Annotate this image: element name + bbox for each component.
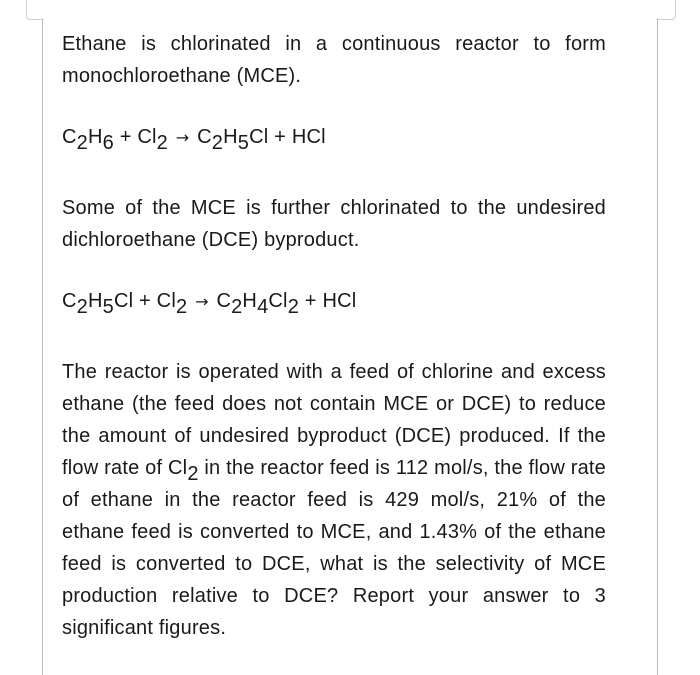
intro-paragraph: Ethane is chlorinated in a continuous reactor to form monochloroethane (MCE). xyxy=(62,33,606,87)
question-paragraph: The reactor is operated with a feed of chlorine and excess ethane (the feed does not contain MCE or DCE) to reduce the amount of undesired byproduct (DCE) produced. If the flow rate of $Cl_2$ in the reactor feed is 112 mol/s, the flow rate of ethane in the reactor feed is 429 mol/s, 21% of the ethane feed is converted to MCE, and 1.43% of the ethane feed is converted to DCE, what is the selectivity of MCE production relative to DCE? Report your answer to 3 significant figures. xyxy=(62,361,606,639)
question-content xyxy=(62,28,606,644)
main-reaction-equation: $C_2H_6 + Cl_2 \to C_2H_5Cl$ + HCl xyxy=(62,126,326,154)
side-reaction-equation: $C_2H_5Cl + Cl_2 \to C_2H_4Cl_2$ + HCl xyxy=(62,290,357,318)
side-reaction-paragraph: Some of the MCE is further chlorinated to the undesired dichloroethane (DCE) byproduct. xyxy=(62,197,606,251)
reaction-arrow-icon: → xyxy=(195,292,209,311)
reaction-arrow-icon: → xyxy=(175,128,190,147)
previous-card-edge xyxy=(26,0,676,20)
